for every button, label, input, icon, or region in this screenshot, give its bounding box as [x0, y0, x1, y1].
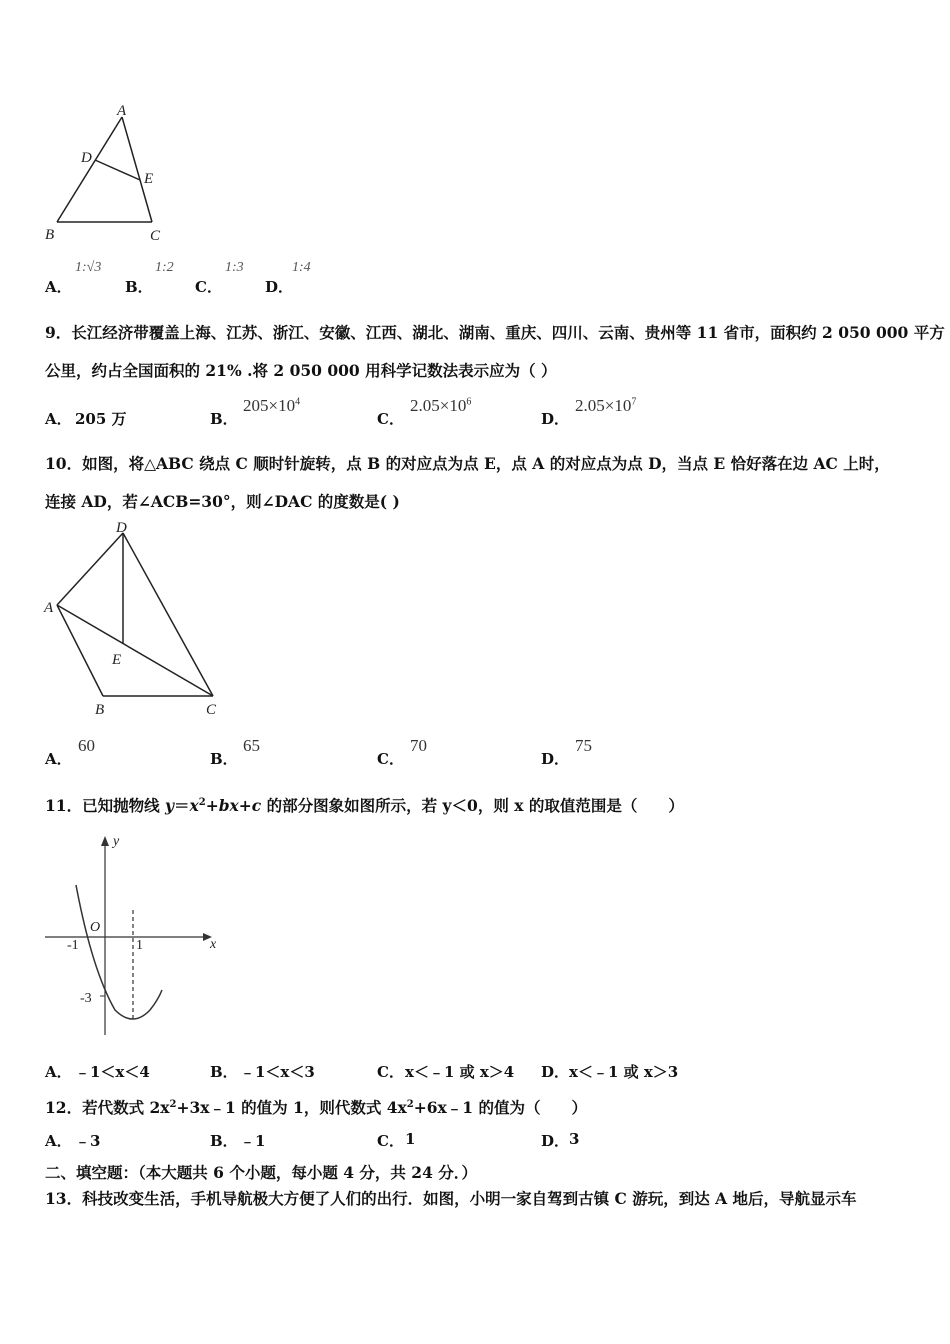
q9-option-c-exp: 6 — [466, 396, 472, 408]
q11-parabola-graph — [40, 830, 230, 1040]
q9-option-a-value: 205 万 — [75, 410, 127, 428]
q9-stem-line2: 公里，约占全国面积的 21% .将 2 050 000 用科学记数法表示应为（ ） — [45, 361, 557, 380]
q11-label-y: y — [113, 834, 120, 849]
q10-rotation-figure — [40, 520, 230, 720]
q8-option-a-value: 1:√3 — [75, 260, 102, 275]
q10-label-e: E — [112, 652, 122, 668]
q8-side-ab — [57, 117, 122, 222]
q10-stem-line2: 连接 AD，若∠ACB=30°，则∠DAC 的度数是( ) — [45, 492, 400, 511]
q12-option-c-letter[interactable]: C． — [377, 1132, 404, 1150]
q12-option-b-value: ﹣1 — [240, 1132, 266, 1150]
q12-option-d-letter[interactable]: D． — [541, 1132, 570, 1150]
q9-stem-line1: 9．长江经济带覆盖上海、江苏、浙江、安徽、江西、湖北、湖南、重庆、四川、云南、贵州等 11 省市，面积约 2 050 000 平方 — [45, 323, 945, 342]
q8-option-d-value: 1:4 — [292, 260, 311, 275]
q10-option-d-value: 75 — [575, 736, 592, 755]
q11-cond: y＜0 — [442, 796, 478, 816]
q9-option-b-exp: 4 — [295, 396, 301, 408]
q12-sup-b: 2 — [406, 1099, 414, 1110]
q9-option-b-letter[interactable]: B． — [210, 410, 238, 428]
q8-option-b-letter[interactable]: B． — [125, 278, 153, 296]
q10-option-b-value: 65 — [243, 736, 260, 755]
q8-side-ac — [122, 117, 152, 222]
q11-option-c-value: x＜﹣1 或 x＞4 — [405, 1063, 515, 1081]
q12-text-b: +3x﹣1 的值为 1，则代数式 4x — [176, 1098, 407, 1118]
q11-label-origin: O — [90, 920, 101, 935]
q12-stem — [45, 1094, 587, 1119]
q11-suffix: ，则 x 的取值范围是（ ） — [477, 796, 684, 816]
q12-option-b-letter[interactable]: B． — [210, 1132, 238, 1150]
q10-option-b-letter[interactable]: B． — [210, 750, 238, 768]
q11-label-one: 1 — [136, 938, 143, 953]
q8-label-e: E — [144, 171, 154, 187]
q11-prefix: 11．已知抛物线 — [45, 796, 165, 816]
q11-eq-y: y — [164, 796, 174, 816]
q12-option-a-letter[interactable]: A． — [45, 1132, 72, 1150]
q9-option-c-base: 2.05×10 — [410, 396, 467, 415]
q11-stem — [45, 792, 684, 817]
q11-label-neg3: -3 — [80, 991, 92, 1006]
q10-option-a-value: 60 — [78, 736, 95, 755]
q12-option-d-value: 3 — [569, 1130, 580, 1148]
q8-label-b: B — [45, 227, 55, 243]
q11-eq-rest: +bx+c — [205, 796, 262, 816]
q8-label-d: D — [81, 150, 92, 166]
q8-triangle-figure — [40, 100, 180, 250]
q10-stem-line1: 10．如图，将△ABC 绕点 C 顺时针旋转，点 B 的对应点为点 E，点 A 的对应点为点 D，当点 E 恰好落在边 AC 上时， — [45, 454, 890, 473]
q12-sup-a: 2 — [169, 1099, 177, 1110]
q11-eq-sq: 2 — [198, 797, 206, 808]
q9-option-d-exp: 7 — [631, 396, 637, 408]
q12-option-a-value: ﹣3 — [75, 1132, 101, 1150]
q10-segment-ad — [57, 533, 123, 605]
q8-label-a: A — [117, 103, 127, 119]
q11-label-neg1: -1 — [67, 938, 79, 953]
q8-option-c-letter[interactable]: C． — [195, 278, 222, 296]
q12-option-c-value: 1 — [405, 1130, 416, 1148]
q8-option-a-letter[interactable]: A． — [45, 278, 72, 296]
q9-option-d-letter[interactable]: D． — [541, 410, 570, 428]
q8-option-c-value: 1:3 — [225, 260, 244, 275]
q10-label-c: C — [206, 702, 217, 718]
q8-option-d-letter[interactable]: D． — [265, 278, 294, 296]
q9-option-c-letter[interactable]: C． — [377, 410, 404, 428]
q8-label-c: C — [150, 228, 161, 244]
q10-option-c-letter[interactable]: C． — [377, 750, 404, 768]
q13-stem-line1: 13．科技改变生活，手机导航极大方便了人们的出行．如图，小明一家自驾到古镇 C 游玩，到达 A 地后，导航显示车 — [45, 1189, 857, 1208]
q8-option-b-value: 1:2 — [155, 260, 174, 275]
q11-label-x: x — [210, 937, 217, 952]
q9-option-b-base: 205×10 — [243, 396, 296, 415]
q11-eq-equals: ＝ — [173, 796, 190, 816]
q11-option-c-letter[interactable]: C． — [377, 1063, 404, 1081]
q10-label-a: A — [44, 600, 54, 616]
q11-option-b-letter[interactable]: B． — [210, 1063, 238, 1081]
q12-text-c: +6x﹣1 的值为（ ） — [413, 1098, 587, 1118]
q11-option-d-letter[interactable]: D． — [541, 1063, 570, 1081]
q11-option-a-letter[interactable]: A． — [45, 1063, 72, 1081]
q11-mid: 的部分图象如图所示，若 — [261, 796, 443, 816]
q10-option-c-value: 70 — [410, 736, 427, 755]
q10-option-d-letter[interactable]: D． — [541, 750, 570, 768]
q11-option-d-value: x＜﹣1 或 x＞3 — [569, 1063, 679, 1081]
q10-segment-dc — [123, 533, 213, 696]
q10-label-b: B — [95, 702, 105, 718]
q11-eq-x: x — [189, 796, 199, 816]
q11-y-axis-arrow — [101, 836, 109, 846]
q9-option-b-value — [243, 396, 300, 416]
q9-option-d-value — [575, 396, 636, 416]
section-title-fill-in: 二、填空题：（本大题共 6 个小题，每小题 4 分，共 24 分．） — [45, 1163, 478, 1182]
q12-text-a: 12．若代数式 2x — [45, 1098, 170, 1118]
q8-segment-de — [95, 160, 140, 180]
q11-option-b-value: ﹣1＜x＜3 — [240, 1063, 315, 1081]
q9-option-a-letter[interactable]: A． — [45, 410, 72, 428]
q9-option-d-base: 2.05×10 — [575, 396, 632, 415]
q9-option-c-value — [410, 396, 471, 416]
q10-label-d: D — [116, 520, 127, 536]
q10-option-a-letter[interactable]: A． — [45, 750, 72, 768]
q11-option-a-value: ﹣1＜x＜4 — [75, 1063, 150, 1081]
